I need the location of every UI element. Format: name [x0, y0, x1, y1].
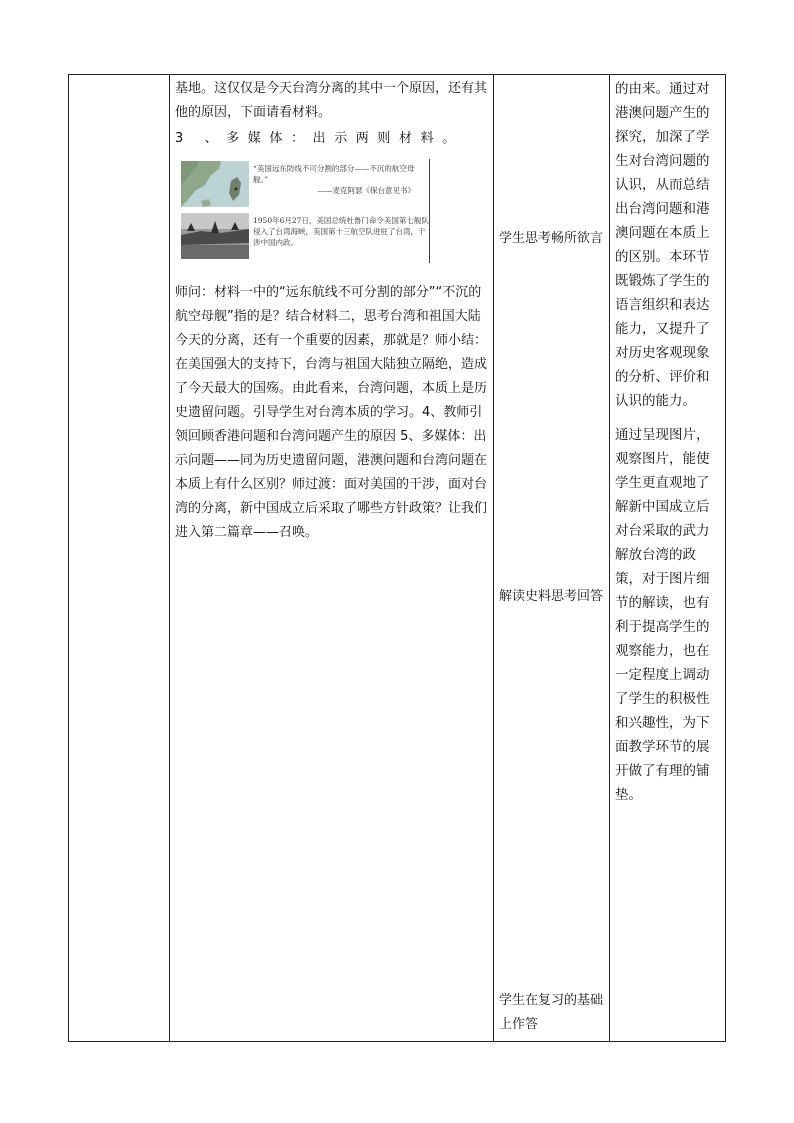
multimedia-heading: 3 、多媒体：出示两则材料。	[175, 131, 464, 146]
student-activity-3: 学生在复习的基础上作答	[499, 993, 604, 1032]
column-divider	[493, 75, 494, 1041]
materials-figure	[181, 159, 433, 263]
taiwan-map-image	[181, 161, 249, 207]
column-divider	[169, 75, 170, 1041]
material-two-caption: 1950年6月27日，美国总统杜鲁门命令美国第七舰队侵入了台湾海峡，美国第十三航空队进驻了台湾，干涉中国内政。	[253, 216, 429, 247]
material-two	[181, 213, 431, 259]
student-activity-2: 解读史料思考回答	[499, 589, 604, 604]
column-divider	[609, 75, 610, 1041]
teaching-process-cell	[175, 77, 493, 545]
student-activity-1: 学生思考畅所欲言	[499, 231, 604, 246]
design-intent-cell	[615, 77, 721, 807]
material-one-source: ——麦克阿瑟《保台意见书》	[317, 186, 415, 195]
material-one-caption	[253, 163, 429, 196]
material-one	[181, 161, 431, 207]
discussion-paragraph: 师问：材料一中的“远东航线不可分割的部分”“不沉的航空母舰”指的是？结合材料二，思考台湾和祖国大陆今天的分离，还有一个重要的因素，那就是？师小结：在美国强大的支持下，台湾与祖国大陆独立隔绝，造成了今天最大的国殇。由此看来，台湾问题，本质上是历史遗留问题。引导学生对台湾本质的学习。4、教师引领回顾香港问题和台湾问题产生的原因 5、多媒体：出示问题——同为历史遗留问题，港澳问题和台湾问题在本质上有什么区别？师过渡：面对美国的干涉，面对台湾的分离，新中国成立后采取了哪些方针政策？让我们进入第二篇章——召唤。	[175, 285, 488, 540]
material-one-quote: “美国远东防线不可分割的部分——不沉的航空母舰。”	[253, 164, 415, 184]
materials-border	[429, 159, 430, 263]
intro-paragraph: 基地。这仅仅是今天台湾分离的其中一个原因，还有其他的原因，下面请看材料。	[175, 81, 488, 120]
design-intent-para-2: 通过呈现图片，观察图片，能使学生更直观地了解新中国成立后对台采取的武力解放台湾的政策，对于图片细节的解读，也有利于提高学生的观察能力，也在一定程度上调动了学生的积极性和兴趣性，为下面教学环节的展开做了有理的铺垫。	[615, 427, 710, 803]
lesson-table	[68, 74, 726, 1042]
design-intent-para-1: 的由来。通过对港澳问题产生的探究，加深了学生对台湾问题的认识，从而总结出台湾问题和港澳问题在本质上的区别。本环节既锻炼了学生的语言组织和表达能力，又提升了对历史客观现象的分析、评价和认识的能力。	[615, 81, 710, 409]
fleet-photo-image	[181, 213, 249, 259]
